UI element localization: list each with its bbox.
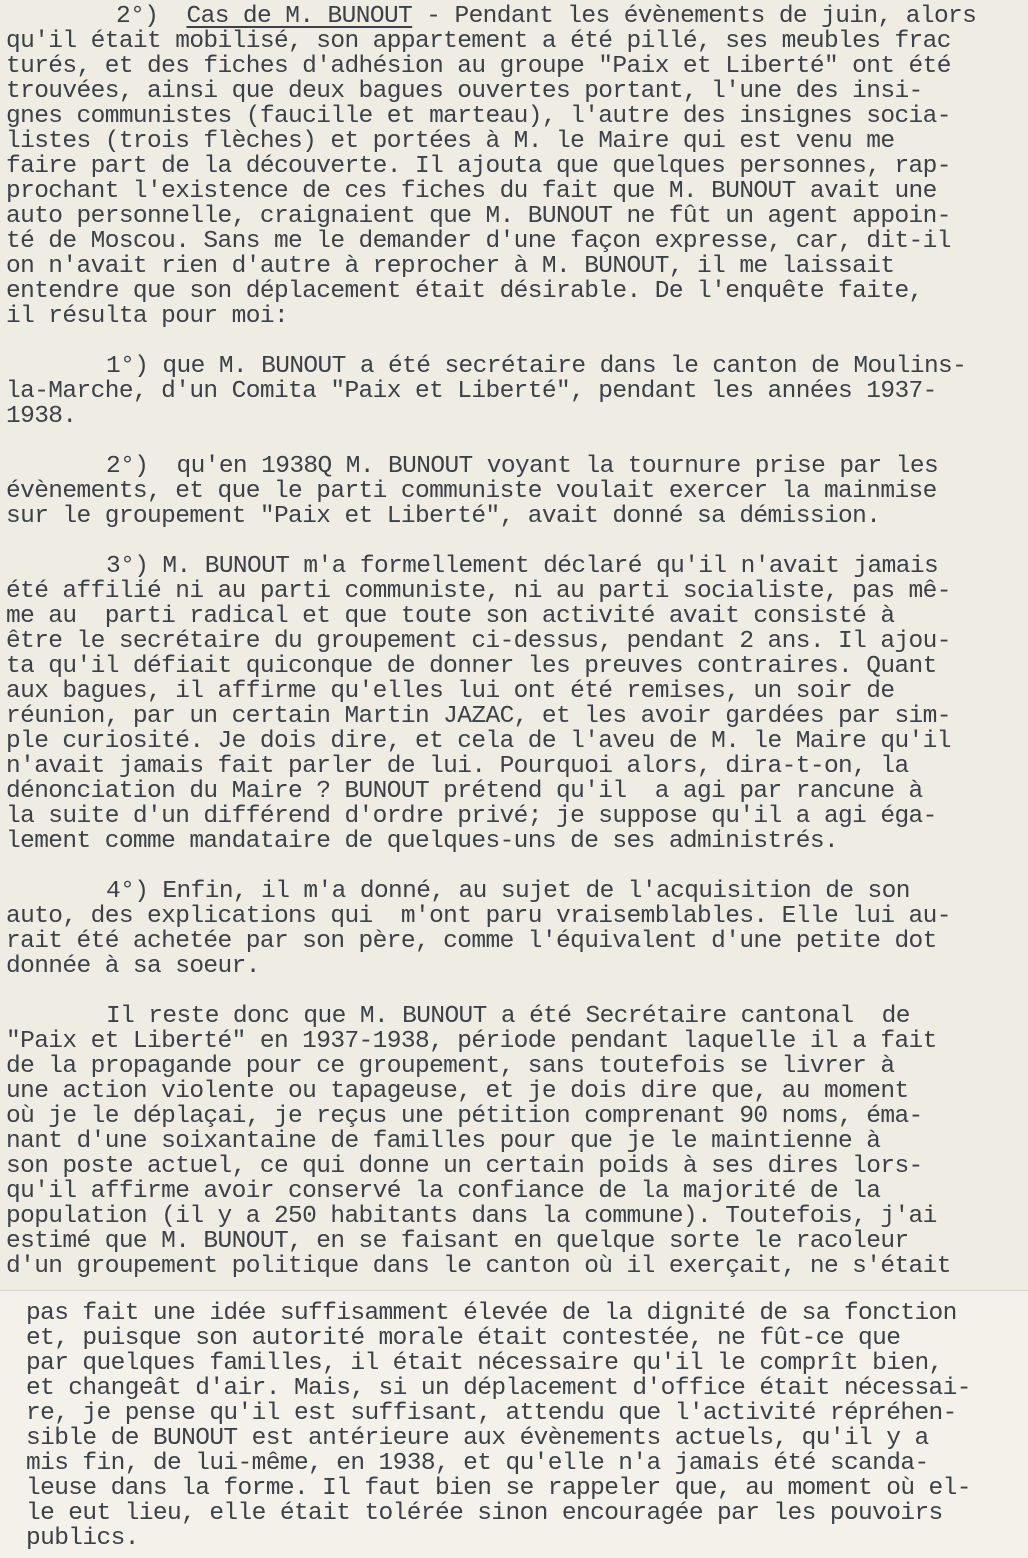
text-line (6, 1054, 894, 1079)
text-run: 3°) M. BUNOUT m'a formellement déclaré qu'il n'avait jamais (106, 553, 939, 580)
text-line (6, 654, 937, 679)
text-line (6, 679, 894, 704)
text-line (6, 629, 951, 654)
text-line (6, 1079, 909, 1104)
text-line (6, 704, 951, 729)
text-run: donnée à sa soeur. (6, 953, 260, 980)
text-line (26, 1476, 971, 1501)
text-run: faire part de la découverte. Il ajouta que quelques personnes, rap- (6, 153, 951, 180)
text-run: estimé que M. BUNOUT, en se faisant en quelque sorte le racoleur (6, 1228, 909, 1255)
text-run: qu'il était mobilisé, son appartement a été pillé, ses meubles frac (6, 28, 951, 55)
text-line (6, 729, 951, 754)
text-line (26, 1326, 900, 1351)
text-line (6, 229, 951, 254)
text-run: et, puisque son autorité morale était contestée, ne fût-ce que (26, 1325, 901, 1352)
text-run: qu'il affirme avoir conservé la confiance de la majorité de la (6, 1178, 881, 1205)
text-line (6, 1129, 880, 1154)
text-run: il résulta pour moi: (6, 303, 289, 330)
text-line (6, 54, 951, 79)
text-run: la suite d'un différend d'ordre privé; je suppose qu'il a agi éga- (6, 803, 937, 830)
text-line (6, 804, 937, 829)
text-line (6, 404, 77, 429)
text-run: gnes communistes (faucille et marteau), l'autre des insignes socia- (6, 103, 951, 130)
text-run: de la propagande pour ce groupement, sans toutefois se livrer à (6, 1053, 895, 1080)
text-line (6, 1179, 880, 1204)
text-line (26, 1401, 957, 1426)
text-run: auto, des explications qui m'ont paru vraisemblables. Elle lui au- (6, 903, 951, 930)
text-line (26, 1376, 971, 1401)
text-line (6, 904, 951, 929)
text-line (26, 1526, 139, 1551)
text-run: évènements, et que le parti communiste voulait exercer la mainmise (6, 478, 937, 505)
text-line (6, 129, 894, 154)
text-run: 2°) qu'en 1938Q M. BUNOUT voyant la tournure prise par les (106, 453, 939, 480)
text-line (106, 454, 938, 479)
text-line (6, 929, 937, 954)
underlined-heading: Cas de M. BUNOUT (186, 3, 413, 30)
text-run: 4°) Enfin, il m'a donné, au sujet de l'acquisition de son (106, 878, 910, 905)
text-run: ple curiosité. Je dois dire, et cela de l'aveu de M. le Maire qu'il (6, 728, 951, 755)
text-line (6, 254, 894, 279)
text-run: aux bagues, il affirme qu'elles lui ont été remises, un soir de (6, 678, 895, 705)
text-line (6, 279, 923, 304)
text-run: té de Moscou. Sans me le demander d'une façon expresse, car, dit-il (6, 228, 951, 255)
text-line (26, 1451, 929, 1476)
text-run: rait été achetée par son père, comme l'équivalent d'une petite dot (6, 928, 937, 955)
text-run: listes (trois flèches) et portées à M. le Maire qui est venu me (6, 128, 895, 155)
text-line (6, 104, 951, 129)
text-line (6, 379, 937, 404)
text-run: turés, et des fiches d'adhésion au groupe "Paix et Liberté" ont été (6, 53, 951, 80)
text-run: leuse dans la forme. Il faut bien se rappeler que, au moment où el- (26, 1475, 971, 1502)
text-line (6, 779, 923, 804)
text-run: dénonciation du Maire ? BUNOUT prétend qu'il a agi par rancune à (6, 778, 923, 805)
text-line (6, 304, 288, 329)
text-run: d'un groupement politique dans le canton où il exerçait, ne s'était (6, 1253, 951, 1280)
text-run: entendre que son déplacement était désirable. De l'enquête faite, (6, 278, 923, 305)
text-run: réunion, par un certain Martin JAZAC, et les avoir gardées par sim- (6, 703, 951, 730)
text-run: trouvées, ainsi que deux bagues ouvertes portant, l'une des insi- (6, 78, 923, 105)
text-run: lement comme mandataire de quelques-uns de ses administrés. (6, 828, 839, 855)
text-line (6, 954, 260, 979)
text-run: publics. (26, 1525, 139, 1552)
text-line (106, 554, 938, 579)
text-line (6, 1154, 923, 1179)
text-line (6, 1254, 951, 1279)
text-run: prochant l'existence de ces fiches du fait que M. BUNOUT avait une (6, 178, 937, 205)
text-line (6, 504, 880, 529)
text-line (6, 204, 951, 229)
typed-sheet-lower (0, 1290, 1028, 1558)
text-run: population (il y a 250 habitants dans la commune). Toutefois, j'ai (6, 1203, 937, 1230)
text-line (26, 1426, 929, 1451)
text-line (6, 479, 937, 504)
text-run: 2°) (116, 3, 187, 30)
text-run: sur le groupement "Paix et Liberté", avait donné sa démission. (6, 503, 881, 530)
text-line (6, 604, 894, 629)
text-run: la-Marche, d'un Comita "Paix et Liberté", pendant les années 1937- (6, 378, 937, 405)
text-line (106, 879, 910, 904)
text-run: ta qu'il défiait quiconque de donner les preuves contraires. Quant (6, 653, 937, 680)
text-line (106, 354, 966, 379)
text-run: Il reste donc que M. BUNOUT a été Secrétaire cantonal de (106, 1003, 910, 1030)
text-run: 1938. (6, 403, 77, 430)
text-run: auto personnelle, craignaient que M. BUNOUT ne fût un agent appoin- (6, 203, 951, 230)
text-line (6, 1204, 937, 1229)
text-run: une action violente ou tapageuse, et je dois dire que, au moment (6, 1078, 909, 1105)
text-run: pas fait une idée suffisamment élevée de la dignité de sa fonction (26, 1300, 957, 1327)
text-line (116, 4, 976, 29)
text-run: mis fin, de lui-même, en 1938, et qu'elle n'a jamais été scanda- (26, 1450, 929, 1477)
text-run: et changeât d'air. Mais, si un déplacement d'office était nécessai- (26, 1375, 971, 1402)
text-line (6, 79, 923, 104)
text-run: re, je pense qu'il est suffisant, attendu que l'activité répréhen- (26, 1400, 957, 1427)
text-line (6, 829, 838, 854)
text-line (26, 1301, 957, 1326)
text-run: son poste actuel, ce qui donne un certain poids à ses dires lors- (6, 1153, 923, 1180)
text-run: être le secrétaire du groupement ci-dessus, pendant 2 ans. Il ajou- (6, 628, 951, 655)
text-run: été affilié ni au parti communiste, ni au parti socialiste, pas mê- (6, 578, 951, 605)
text-run: "Paix et Liberté" en 1937-1938, période pendant laquelle il a fait (6, 1028, 937, 1055)
text-line (6, 579, 951, 604)
text-line (6, 1029, 937, 1054)
text-run: le eut lieu, elle était tolérée sinon encouragée par les pouvoirs (26, 1500, 943, 1527)
text-line (26, 1351, 943, 1376)
text-run: par quelques familles, il était nécessaire qu'il le comprît bien, (26, 1350, 943, 1377)
text-run: n'avait jamais fait parler de lui. Pourquoi alors, dira-t-on, la (6, 753, 909, 780)
text-line (6, 1229, 909, 1254)
text-line (6, 754, 909, 779)
text-run: nant d'une soixantaine de familles pour que je le maintienne à (6, 1128, 881, 1155)
text-line (6, 179, 937, 204)
text-run: où je le déplaçai, je reçus une pétition comprenant 90 noms, éma- (6, 1103, 923, 1130)
text-run: sible de BUNOUT est antérieure aux évènements actuels, qu'il y a (26, 1425, 929, 1452)
text-line (26, 1501, 943, 1526)
text-run: me au parti radical et que toute son activité avait consisté à (6, 603, 895, 630)
text-run: on n'avait rien d'autre à reprocher à M. BUNOUT, il me laissait (6, 253, 895, 280)
text-line (6, 29, 951, 54)
text-run: - Pendant les évènements de juin, alors (412, 3, 977, 30)
text-line (6, 1104, 923, 1129)
text-line (106, 1004, 910, 1029)
text-run: 1°) que M. BUNOUT a été secrétaire dans le canton de Moulins- (106, 353, 967, 380)
text-line (6, 154, 951, 179)
